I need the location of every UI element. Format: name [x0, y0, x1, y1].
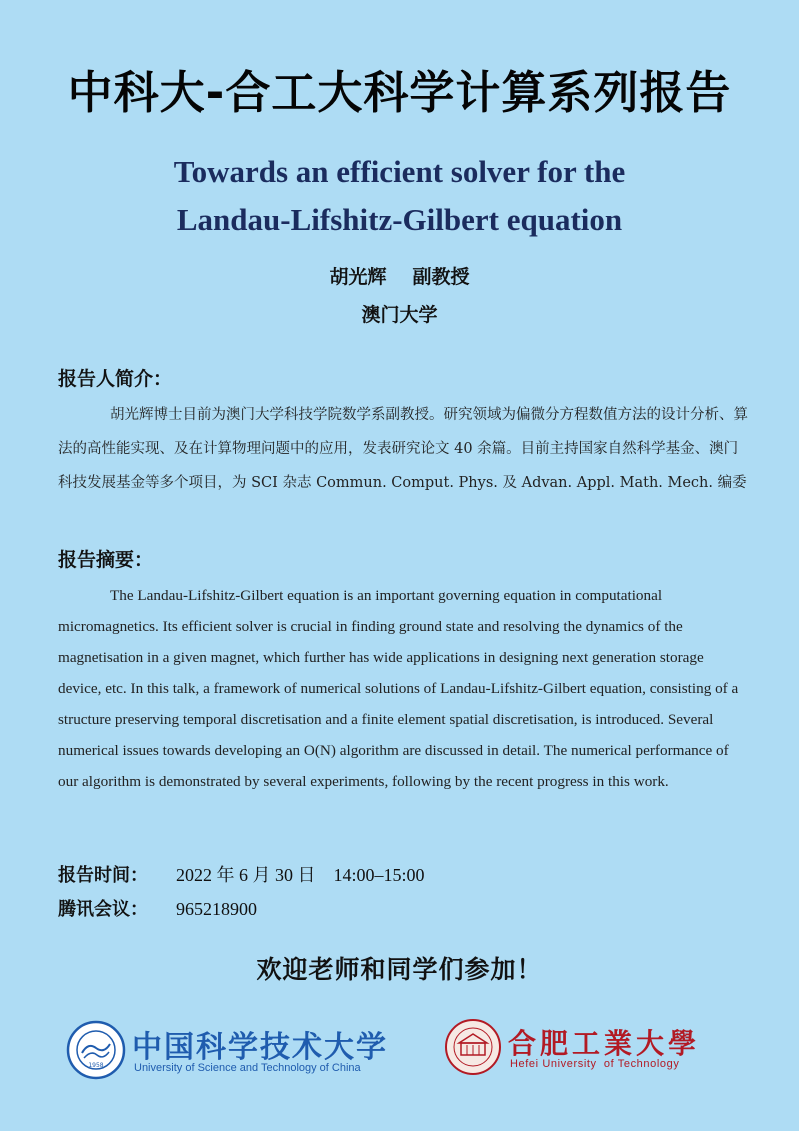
hfut-name-cn: 合肥工業大學 [508, 1027, 701, 1060]
speaker [0, 262, 799, 289]
meeting-label: 腾讯会议： [58, 899, 148, 920]
meeting-row [58, 895, 257, 921]
talk-title [0, 148, 799, 244]
abstract-heading: 报告摘要： [58, 549, 154, 571]
welcome-message: 欢迎老师和同学们参加！ [256, 955, 543, 984]
abstract-text: The Landau-Lifshitz-Gilbert equation is an important governing equation in computational micromagnetics. Its efficient solver is crucial in finding ground state and resolving the dynamics of the magnetisation in a given magnet, which further has wide applications in designing next generation storage device, etc. In this talk, a framework of numerical solutions of Landau-Lifshitz-Gilbert equation, consisting of a structure preserving temporal discretisation and a finite element spatial discretisation, is introduced. Several numerical issues towards developing an O(N) algorithm are discussed in detail. The numerical performance of our algorithm is demonstrated by several experiments, following by the recent progress in this work. [58, 587, 739, 790]
bio-heading: 报告人简介： [58, 368, 173, 390]
speaker-title: 副教授 [412, 266, 470, 288]
hfut-seal-icon [444, 1018, 502, 1076]
ustc-name-en: University of Science and Technology of China [134, 1062, 361, 1074]
ustc-name-cn: 中国科学技术大学 [132, 1030, 388, 1065]
speaker-affiliation: 澳门大学 [361, 304, 438, 326]
ustc-seal-icon [66, 1020, 126, 1080]
meeting-id: 965218900 [176, 899, 257, 919]
speaker-name: 胡光辉 [329, 266, 387, 288]
talk-title-line-1: Towards an efficient solver for the [173, 154, 626, 189]
series-title: 中科大-合工大科学计算系列报告 [67, 66, 732, 119]
ustc-logo [66, 1016, 396, 1082]
hfut-name-en: Hefei University of Technology [510, 1058, 680, 1070]
talk-time-value: 2022 年 6 月 30 日 14:00–15:00 [176, 865, 425, 885]
talk-time-label: 报告时间： [58, 865, 148, 886]
talk-time-row [58, 861, 425, 887]
talk-title-line-2: Landau-Lifshitz-Gilbert equation [176, 202, 623, 237]
bio-text: 胡光辉博士目前为澳门大学科技学院数学系副教授。研究领域为偏微分方程数值方法的设计分析、算法的高性能实现、及在计算物理问题中的应用，发表研究论文 40 余篇。目前主持国家自然科学基金、澳门科技发展基金等多个项目，为 SCI 杂志 Commun. Comput. Phys. 及 Advan. Appl. Math. Mech. 编委 [58, 407, 748, 491]
hfut-logo [444, 1016, 744, 1082]
ustc-seal-year: 1958 [88, 1062, 104, 1069]
